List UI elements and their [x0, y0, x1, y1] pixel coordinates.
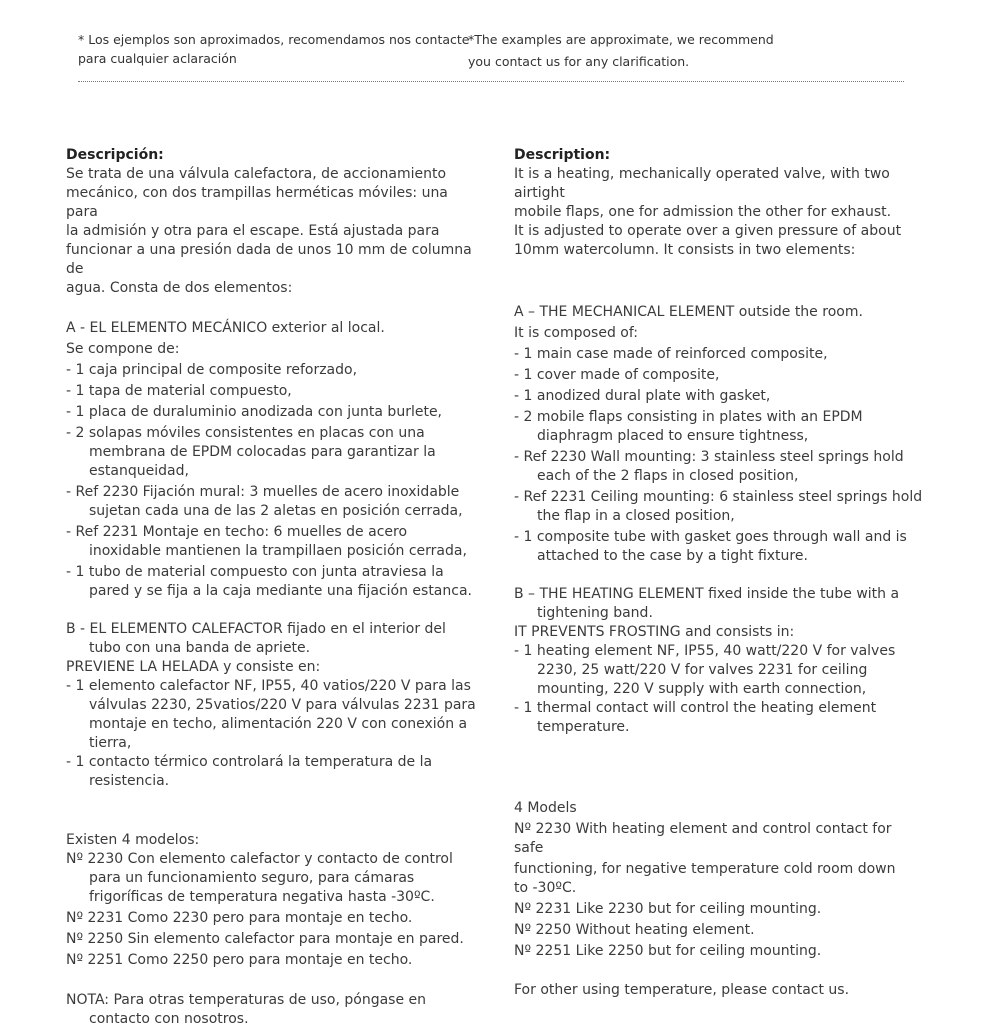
intro-line: 10mm watercolumn. It consists in two elements:: [514, 242, 856, 258]
dotted-divider: [78, 81, 904, 82]
disclaimer-spanish: [78, 30, 473, 68]
element-b-subtitle: IT PREVENTS FROSTING and consists in:: [514, 624, 795, 640]
list-item: - 1 main case made of reinforced composite,: [514, 346, 828, 362]
disclaimer-line: * Los ejemplos son aproximados, recomendamos nos contacte: [78, 32, 470, 47]
element-b-title: B – THE HEATING ELEMENT fixed inside the tube with a tightening band.: [514, 586, 900, 621]
list-item: - 1 composite tube with gasket goes through wall and is attached to the case by a tight fixture.: [514, 529, 907, 564]
list-item: - Ref 2230 Fijación mural: 3 muelles de acero inoxidable sujetan cada una de las 2 aletas en posición cerrada,: [66, 484, 463, 519]
element-b-subtitle: PREVIENE LA HELADA y consiste en:: [66, 659, 321, 675]
list-item: - 1 caja principal de composite reforzado,: [66, 362, 358, 378]
models-title: 4 Models: [514, 800, 577, 816]
list-item: - 1 cover made of composite,: [514, 367, 720, 383]
intro-line: la admisión y otra para el escape. Está ajustada para: [66, 223, 440, 239]
intro-line: It is a heating, mechanically operated valve, with two airtight: [514, 166, 890, 201]
disclaimer-line: *The examples are approximate, we recommend: [468, 32, 774, 47]
model-item: Nº 2230 With heating element and control contact for safe: [514, 821, 892, 856]
spanish-column: [66, 146, 481, 1029]
disclaimer-english: [468, 30, 908, 71]
list-item: - 1 heating element NF, IP55, 40 watt/220 V for valves 2230, 25 watt/220 V for valves 2231 for ceiling mounting, 220 V supply with earth connection,: [514, 643, 896, 697]
model-item: Nº 2231 Like 2230 but for ceiling mounting.: [514, 901, 822, 917]
list-item: - 1 elemento calefactor NF, IP55, 40 vatios/220 V para las válvulas 2230, 25vatios/220 V para válvulas 2231 para montaje en techo, alimentación 220 V con conexión a tierra,: [66, 678, 476, 751]
model-item: functioning, for negative temperature cold room down: [514, 861, 896, 877]
list-item: - 1 thermal contact will control the heating element temperature.: [514, 700, 877, 735]
list-item: - 1 anodized dural plate with gasket,: [514, 388, 771, 404]
models-title: Existen 4 modelos:: [66, 832, 200, 848]
element-b-title: B - EL ELEMENTO CALEFACTOR fijado en el interior del tubo con una banda de apriete.: [66, 621, 446, 656]
list-item: - 1 contacto térmico controlará la temperatura de la resistencia.: [66, 754, 433, 789]
note-text: For other using temperature, please contact us.: [514, 982, 850, 998]
intro-line: agua. Consta de dos elementos:: [66, 280, 293, 296]
model-item: Nº 2231 Como 2230 pero para montaje en techo.: [66, 910, 413, 926]
model-item: to -30ºC.: [514, 880, 577, 896]
list-item: - 2 solapas móviles consistentes en placas con una membrana de EPDM colocadas para garantizar la estanqueidad,: [66, 425, 436, 479]
list-item: - 1 tubo de material compuesto con junta atraviesa la pared y se fija a la caja mediante una fijación estanca.: [66, 564, 472, 599]
list-item: - 1 placa de duraluminio anodizada con junta burlete,: [66, 404, 443, 420]
list-item: - 1 tapa de material compuesto,: [66, 383, 292, 399]
list-item: - 2 mobile flaps consisting in plates with an EPDM diaphragm placed to ensure tightness,: [514, 409, 863, 444]
element-a-title: A - EL ELEMENTO MECÁNICO exterior al local.: [66, 320, 385, 336]
disclaimer-line: you contact us for any clarification.: [468, 54, 690, 69]
model-item: Nº 2250 Sin elemento calefactor para montaje en pared.: [66, 931, 464, 947]
list-item: - Ref 2231 Montaje en techo: 6 muelles de acero inoxidable mantienen la trampillaen posición cerrada,: [66, 524, 467, 559]
model-item: Nº 2230 Con elemento calefactor y contacto de control para un funcionamiento seguro, para cámaras frigoríficas de temperatura negativa hasta -30ºC.: [66, 851, 453, 905]
model-item: Nº 2251 Como 2250 pero para montaje en techo.: [66, 952, 413, 968]
intro-line: mobile flaps, one for admission the other for exhaust.: [514, 204, 892, 220]
intro-line: funcionar a una presión dada de unos 10 mm de columna de: [66, 242, 472, 277]
intro-line: Se trata de una válvula calefactora, de accionamiento: [66, 166, 447, 182]
note-text: NOTA: Para otras temperaturas de uso, póngase en contacto con nosotros.: [66, 992, 427, 1027]
intro-line: It is adjusted to operate over a given pressure of about: [514, 223, 902, 239]
intro-line: mecánico, con dos trampillas herméticas móviles: una para: [66, 185, 448, 220]
section-heading: Description:: [514, 147, 611, 163]
list-item: - Ref 2231 Ceiling mounting: 6 stainless steel springs hold the flap in a closed position,: [514, 489, 923, 524]
english-column: [514, 146, 924, 1000]
section-heading: Descripción:: [66, 147, 164, 163]
element-a-title: A – THE MECHANICAL ELEMENT outside the room.: [514, 304, 863, 320]
list-item: - Ref 2230 Wall mounting: 3 stainless steel springs hold each of the 2 flaps in closed position,: [514, 449, 904, 484]
element-a-subtitle: Se compone de:: [66, 341, 180, 357]
model-item: Nº 2251 Like 2250 but for ceiling mounting.: [514, 943, 822, 959]
element-a-subtitle: It is composed of:: [514, 325, 639, 341]
disclaimer-line: para cualquier aclaración: [78, 51, 237, 66]
model-item: Nº 2250 Without heating element.: [514, 922, 755, 938]
